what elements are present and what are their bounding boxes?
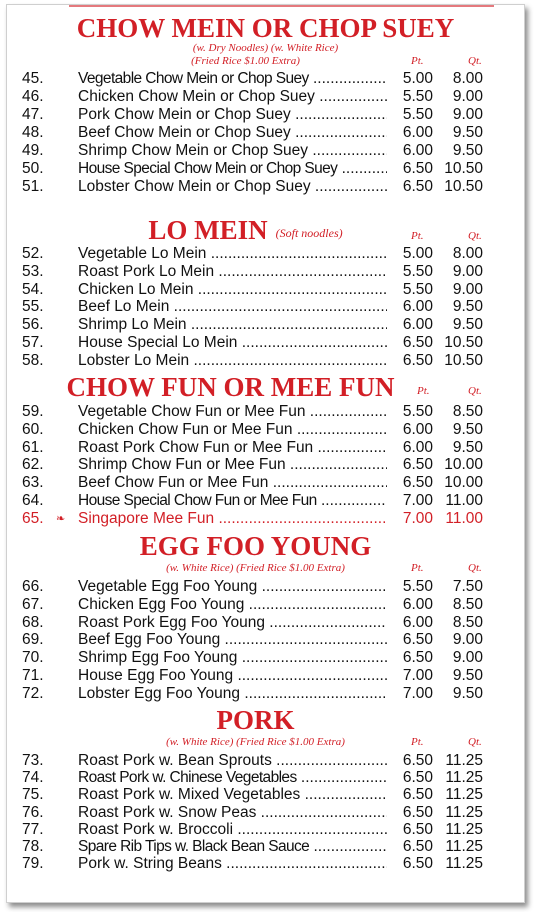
menu-item-row [7,334,524,352]
item-price-quart: 11.25 [445,769,483,787]
item-name: Roast Pork w. Mixed Vegetables ..... [78,786,405,804]
item-number: 53. [22,262,44,280]
menu-item-row [7,474,524,492]
item-name: Vegetable Chow Mein or Chop Suey ..... [78,70,405,88]
item-price-pint: 7.00 [387,492,433,510]
item-price-quart: 10.50 [444,160,483,177]
menu-item-row [7,352,524,370]
item-price-pint: 7.00 [387,685,433,703]
item-number: 59. [22,403,44,420]
menu-item-row [7,667,524,685]
item-price-pint: 6.00 [387,421,433,439]
item-price-quart: 9.50 [452,124,483,141]
item-name: House Egg Foo Young ..... [78,667,405,685]
item-price-quart: 7.50 [452,578,483,595]
col-pt-egg-foo-young: Pt. [411,562,424,574]
menu-item-row [7,298,524,316]
col-qt-chow-mein: Qt. [468,55,482,67]
item-price-quart: 11.25 [445,855,483,873]
item-name: Chicken Chow Fun or Mee Fun ..... [78,421,405,439]
item-name: Shrimp Lo Mein ..... [78,316,405,334]
item-price-pint: 6.50 [387,352,433,370]
section-note-lo-mein: (Soft noodles) [275,225,343,240]
menu-item-row [7,263,524,281]
menu-item-row [7,510,524,528]
col-qt-chow-fun: Qt. [468,385,482,397]
item-price-pint: 6.50 [387,752,433,770]
item-number: 66. [22,578,44,595]
item-name: Singapore Mee Fun ..... [78,510,405,528]
menu-page [6,4,525,903]
item-price-pint: 5.50 [387,403,433,421]
menu-item-row [7,245,524,263]
top-rule [69,5,494,7]
menu-item-row [7,316,524,334]
item-name: Roast Pork Egg Foo Young ..... [78,614,405,632]
item-number: 77. [22,820,44,838]
item-number: 65. [22,509,44,527]
item-price-quart: 11.00 [445,509,483,527]
menu-item-row [7,492,524,510]
item-name: Beef Lo Mein ..... [78,298,405,316]
item-number: 67. [22,595,44,613]
item-price-pint: 6.50 [387,160,433,178]
menu-item-row [7,178,524,196]
item-price-pint: 6.50 [387,838,433,856]
item-price-pint: 5.00 [387,70,433,88]
menu-item-row [7,769,524,787]
item-price-quart: 11.25 [445,803,483,821]
item-price-quart: 8.00 [452,70,483,87]
menu-item-row [7,88,524,106]
menu-item-row [7,596,524,614]
item-name: Vegetable Chow Fun or Mee Fun ..... [78,403,405,421]
item-price-pint: 6.00 [387,439,433,457]
item-name: Lobster Egg Foo Young ..... [78,685,405,703]
item-number: 60. [22,420,44,438]
item-price-quart: 9.50 [452,298,483,316]
section-title-chow-mein: CHOW MEIN OR CHOP SUEY [76,13,455,43]
item-name: Pork w. String Beans ..... [78,855,405,873]
section-note2-chow-mein: (Fried Rice $1.00 Extra) [191,55,300,67]
item-number: 46. [22,88,44,105]
item-number: 63. [22,474,44,492]
item-price-pint: 6.50 [387,456,433,474]
item-price-quart: 11.00 [445,492,483,509]
menu-item-row [7,456,524,474]
section-title-pork: PORK [216,705,295,735]
item-price-pint: 6.50 [387,786,433,804]
item-name: Roast Pork Chow Fun or Mee Fun ..... [78,439,405,457]
item-number: 61. [22,438,44,456]
item-name: Lobster Lo Mein ..... [78,352,405,370]
item-number: 76. [22,803,44,821]
item-number: 72. [22,684,44,702]
item-price-quart: 9.50 [452,667,483,684]
menu-item-row [7,685,524,703]
item-number: 71. [22,667,44,684]
col-pt-chow-fun: Pt. [417,385,430,397]
item-price-quart: 9.50 [452,684,483,702]
item-price-pint: 5.50 [387,263,433,281]
item-name: Roast Pork w. Snow Peas ..... [78,804,405,822]
section-note-chow-mein: (w. Dry Noodles) (w. White Rice) [192,42,339,54]
menu-item-row [7,70,524,88]
item-name: Shrimp Chow Fun or Mee Fun ..... [78,456,405,474]
item-name: Spare Rib Tips w. Black Bean Sauce ..... [78,838,405,856]
item-price-pint: 5.50 [387,88,433,106]
menu-item-row [7,403,524,421]
item-name: Roast Pork w. Bean Sprouts ..... [78,752,405,770]
item-number: 47. [22,106,44,123]
menu-item-row [7,578,524,596]
item-price-quart: 10.00 [444,474,483,492]
item-number: 79. [22,855,44,873]
item-price-quart: 11.25 [445,752,483,769]
menu-item-row [7,821,524,839]
item-number: 70. [22,649,44,667]
item-price-pint: 6.50 [387,649,433,667]
item-number: 62. [22,456,44,474]
item-price-pint: 6.50 [387,334,433,352]
item-number: 68. [22,613,44,631]
item-price-quart: 11.25 [445,786,483,804]
col-pt-chow-mein: Pt. [411,55,424,67]
item-price-pint: 6.50 [387,631,433,649]
item-price-quart: 11.25 [445,820,483,838]
col-qt-egg-foo-young: Qt. [468,562,482,574]
item-price-quart: 9.00 [452,631,483,649]
col-pt-lo-mein: Pt. [411,230,424,242]
item-price-pint: 6.50 [387,769,433,787]
item-number: 64. [22,492,44,509]
item-name: Chicken Lo Mein ..... [78,281,405,299]
item-price-quart: 10.50 [444,334,483,351]
item-name: Chicken Egg Foo Young ..... [78,596,405,614]
item-price-pint: 5.50 [387,281,433,299]
item-number: 52. [22,245,44,262]
item-number: 73. [22,752,44,769]
item-price-pint: 6.00 [387,596,433,614]
menu-item-row [7,142,524,160]
item-price-quart: 8.50 [452,595,483,613]
item-number: 54. [22,280,44,298]
item-price-pint: 6.00 [387,316,433,334]
item-number: 50. [22,160,44,177]
item-name: Roast Pork w. Broccoli ..... [78,821,405,839]
item-number: 45. [22,70,44,87]
menu-item-row [7,631,524,649]
item-number: 49. [22,142,44,159]
menu-item-row [7,421,524,439]
menu-item-row [7,786,524,804]
item-price-pint: 7.00 [387,667,433,685]
item-name: Shrimp Chow Mein or Chop Suey ..... [78,142,405,160]
item-price-pint: 6.50 [387,821,433,839]
item-price-quart: 10.00 [444,456,483,474]
item-price-pint: 6.50 [387,855,433,873]
item-name: Beef Egg Foo Young ..... [78,631,405,649]
item-price-pint: 5.00 [387,245,433,263]
item-price-pint: 7.00 [387,510,433,528]
item-name: Beef Chow Mein or Chop Suey ..... [78,124,405,142]
col-pt-pork: Pt. [411,736,424,748]
menu-item-row [7,855,524,873]
menu-item-row [7,106,524,124]
pepper-icon: ❧ [56,512,66,525]
item-number: 51. [22,178,44,195]
menu-item-row [7,160,524,178]
section-title-chow-fun: CHOW FUN OR MEE FUN [66,372,395,402]
item-name: Chicken Chow Mein or Chop Suey ..... [78,88,405,106]
menu-item-row [7,649,524,667]
item-name: Lobster Chow Mein or Chop Suey ..... [78,178,405,196]
item-price-pint: 5.50 [387,106,433,124]
item-number: 58. [22,351,44,369]
item-price-pint: 6.00 [387,614,433,632]
item-name: House Special Chow Fun or Mee Fun ..... [78,492,405,510]
col-qt-pork: Qt. [468,736,482,748]
item-number: 75. [22,786,44,804]
item-price-pint: 6.50 [387,178,433,196]
item-price-quart: 8.00 [452,245,483,262]
item-price-quart: 10.50 [444,178,483,195]
item-name: Roast Pork w. Chinese Vegetables ..... [78,769,405,787]
section-note-pork: (w. White Rice) (Fried Rice $1.00 Extra) [166,736,345,748]
item-number: 56. [22,316,44,334]
section-title-lo-mein-text: LO MEIN [148,215,268,245]
item-price-pint: 6.50 [387,474,433,492]
item-price-quart: 8.50 [452,403,483,420]
item-price-quart: 9.50 [452,316,483,334]
item-price-quart: 9.00 [452,280,483,298]
section-title-lo-mein [0,215,524,248]
menu-item-row [7,614,524,632]
item-name: Beef Chow Fun or Mee Fun ..... [78,474,405,492]
menu-item-row [7,838,524,856]
item-price-quart: 9.00 [452,88,483,105]
menu-item-row [7,804,524,822]
item-price-pint: 6.50 [387,804,433,822]
item-price-quart: 10.50 [444,351,483,369]
item-number: 69. [22,631,44,649]
item-price-quart: 9.00 [452,106,483,123]
item-name: House Special Chow Mein or Chop Suey ..... [78,160,405,178]
item-price-pint: 5.50 [387,578,433,596]
item-name: Shrimp Egg Foo Young ..... [78,649,405,667]
item-name: Pork Chow Mein or Chop Suey ..... [78,106,405,124]
item-price-pint: 6.00 [387,142,433,160]
item-number: 48. [22,124,44,141]
item-price-quart: 11.25 [445,838,483,855]
menu-item-row [7,439,524,457]
item-price-quart: 9.50 [452,438,483,456]
item-price-pint: 6.00 [387,298,433,316]
item-number: 78. [22,838,44,855]
item-name: Vegetable Egg Foo Young ..... [78,578,405,596]
col-qt-lo-mein: Qt. [468,230,482,242]
item-price-quart: 9.00 [452,262,483,280]
item-price-pint: 6.00 [387,124,433,142]
item-price-quart: 9.00 [452,649,483,667]
item-name: House Special Lo Mein ..... [78,334,405,352]
item-number: 57. [22,334,44,351]
menu-item-row [7,281,524,299]
menu-item-row [7,124,524,142]
section-note-egg-foo-young: (w. White Rice) (Fried Rice $1.00 Extra) [166,562,345,574]
item-price-quart: 9.50 [452,142,483,159]
menu-item-row [7,752,524,770]
section-title-egg-foo-young: EGG FOO YOUNG [139,531,372,561]
item-number: 55. [22,298,44,316]
item-number: 74. [22,769,44,787]
item-name: Vegetable Lo Mein ..... [78,245,405,263]
item-price-quart: 9.50 [452,420,483,438]
item-price-quart: 8.50 [452,613,483,631]
item-name: Roast Pork Lo Mein ..... [78,263,405,281]
